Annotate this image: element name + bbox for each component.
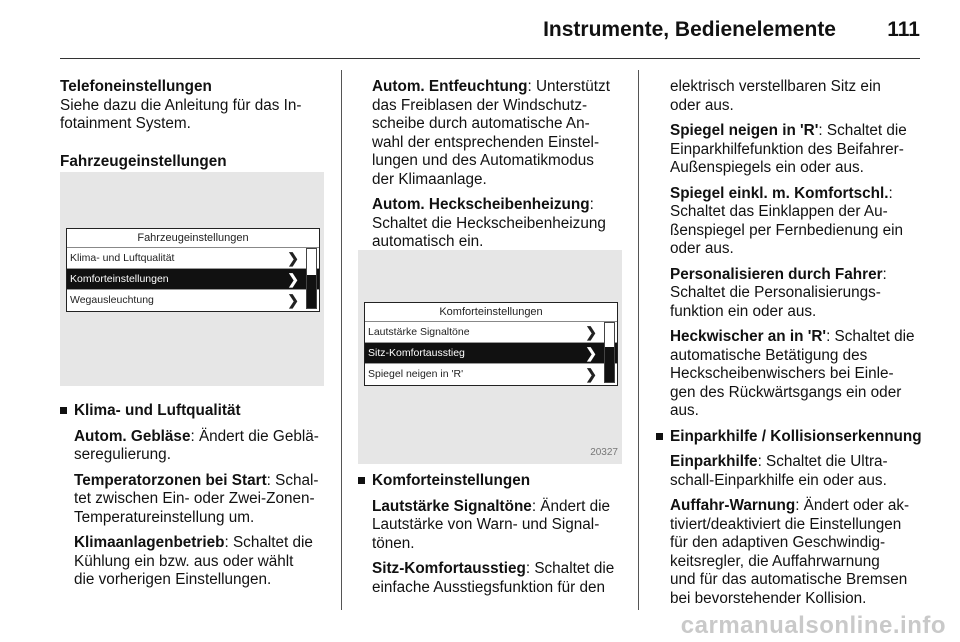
header-divider <box>60 58 920 59</box>
bullet-einparkhilfe <box>656 428 924 447</box>
item-text: aus. <box>670 402 699 419</box>
item-label: Personalisieren durch Fahrer <box>670 265 883 283</box>
item-text: : Schaltet die <box>525 560 615 577</box>
watermark: carmanualsonline.info <box>680 612 946 639</box>
item-text: elektrisch verstellbaren Sitz ein <box>670 78 881 95</box>
page-number: 111 <box>887 18 920 41</box>
item-autom-geblaese <box>74 428 332 465</box>
scrollbar-thumb <box>605 347 614 382</box>
item-text: und für das automatische Bremsen <box>670 571 908 588</box>
bullet-komfort <box>358 472 630 491</box>
menu-item-label: Komforteinstellungen <box>70 273 169 285</box>
menu-panel <box>66 228 320 312</box>
item-lautstaerke <box>372 498 630 554</box>
menu-item-label: Spiegel neigen in 'R' <box>368 368 464 380</box>
item-text: das Freiblasen der Windschutz- <box>372 96 588 114</box>
column-divider-2 <box>638 70 639 610</box>
bullet-label: Klima- und Luftqualität <box>74 402 241 419</box>
item-text: Einparkhilfefunktion des Beifahrer- <box>670 140 904 158</box>
item-label: Lautstärke Signaltöne <box>372 497 532 515</box>
bullet-square-icon <box>358 477 365 484</box>
menu-item-lautstaerke <box>365 322 617 343</box>
item-text: : Ändert oder ak- <box>795 497 910 514</box>
item-text: funktion ein oder aus. <box>670 302 817 320</box>
menu-item-wegausleuchtung <box>67 290 319 310</box>
item-label: Spiegel einkl. m. Komfortschl. <box>670 184 889 202</box>
screen-komforteinstellungen <box>358 250 622 464</box>
item-spiegel-neigen <box>670 122 924 178</box>
item-text: bei bevorstehender Kollision. <box>670 589 867 607</box>
fahrzeug-heading: Fahrzeugeinstellungen <box>60 152 227 170</box>
column-divider-1 <box>341 70 342 610</box>
item-text: : Schaltet die <box>224 534 313 551</box>
item-label: Sitz-Komfortausstieg <box>372 560 526 577</box>
telefon-heading: Telefoneinstellungen <box>60 78 212 95</box>
chevron-right-icon: ❯ <box>287 292 299 308</box>
komfort-items-cont <box>656 78 924 421</box>
menu-item-komfort <box>67 269 319 290</box>
item-sitz-komfortausstieg <box>372 560 630 597</box>
item-text: Schaltet die Heckscheibenheizung <box>372 214 606 232</box>
menu-item-spiegel-neigen <box>365 364 617 384</box>
menu-item-label: Lautstärke Signaltöne <box>368 326 470 338</box>
menu-item-klima <box>67 248 319 269</box>
item-text: tönen. <box>372 534 415 552</box>
item-text: oder aus. <box>670 240 734 257</box>
komfort-items <box>358 498 630 598</box>
item-text: : Schaltet die <box>818 122 907 139</box>
item-text: Schaltet das Einklappen der Au- <box>670 203 888 220</box>
item-label: Klimaanlagenbetrieb <box>74 534 225 551</box>
menu-item-label: Klima- und Luftqualität <box>70 252 175 264</box>
screen-fahrzeugeinstellungen <box>60 172 324 386</box>
item-text: gen des Rückwärtsgangs ein oder <box>670 383 902 401</box>
menu-title: Komforteinstellungen <box>365 303 617 322</box>
bullet-square-icon <box>60 407 67 414</box>
item-text: Lautstärke von Warn- und Signal- <box>372 516 600 533</box>
item-label: Auffahr-Warnung <box>670 497 796 514</box>
column-2 <box>358 78 630 259</box>
item-label: Autom. Entfeuchtung <box>372 78 528 95</box>
item-text: : Schaltet die Ultra- <box>757 453 888 470</box>
item-text: Kühlung ein bzw. aus oder wählt <box>74 552 294 570</box>
item-text: : <box>589 196 594 213</box>
park-items <box>656 453 924 608</box>
chevron-right-icon: ❯ <box>585 324 597 340</box>
klima-items <box>60 428 332 590</box>
bullet-label: Komforteinstellungen <box>372 472 531 489</box>
item-text: : Ändert die <box>531 497 611 515</box>
telefon-line-1: Siehe dazu die Anleitung für das In- <box>60 96 302 114</box>
scrollbar <box>306 248 317 309</box>
item-heckwischer <box>670 328 924 421</box>
item-label: Einparkhilfe <box>670 453 758 470</box>
menu-item-label: Sitz-Komfortausstieg <box>368 347 465 359</box>
item-text: Heckscheibenwischers bei Einle- <box>670 365 894 382</box>
menu-panel <box>364 302 618 386</box>
page-header <box>0 18 960 48</box>
item-text: : Schaltet die <box>826 328 915 345</box>
item-label: Temperatorzonen bei Start <box>74 471 267 489</box>
item-label: Autom. Gebläse <box>74 427 191 445</box>
item-label: Autom. Heckscheibenheizung <box>372 196 590 213</box>
item-text: seregulierung. <box>74 446 171 463</box>
item-personalisieren <box>670 266 924 322</box>
menu-title: Fahrzeugeinstellungen <box>67 229 319 248</box>
chevron-right-icon: ❯ <box>585 366 597 382</box>
item-label: Spiegel neigen in 'R' <box>670 122 819 139</box>
klima-items-cont <box>358 78 630 252</box>
item-text: oder aus. <box>670 96 734 114</box>
figure-code: 20327 <box>590 447 618 458</box>
item-text: einfache Ausstiegsfunktion für den <box>372 578 606 596</box>
item-text: tet zwischen Ein- oder Zwei-Zonen- <box>74 490 315 507</box>
scrollbar-thumb <box>307 275 316 308</box>
menu-item-sitz-komfortausstieg <box>365 343 617 364</box>
item-text: schall-Einparkhilfe ein oder aus. <box>670 471 887 489</box>
item-text: : Ändert die Geblä- <box>190 427 319 445</box>
item-klimaanlagenbetrieb <box>74 534 332 590</box>
scrollbar <box>604 322 615 383</box>
item-text: automatische Betätigung des <box>670 346 868 364</box>
item-autom-entfeuchtung <box>372 78 630 189</box>
item-text: wahl der entsprechenden Einstel- <box>372 133 600 151</box>
item-text: : <box>888 184 893 202</box>
item-text: : <box>882 265 887 283</box>
item-text: tiviert/deaktiviert die Einstellungen <box>670 515 902 533</box>
item-text: : Unterstützt <box>527 78 610 95</box>
item-text: automatisch ein. <box>372 233 484 250</box>
item-text: : Schal- <box>266 471 319 489</box>
item-text: keitsregler, die Auffahrwarnung <box>670 552 880 570</box>
column-2-lower <box>358 472 630 604</box>
item-text: Schaltet die Personalisierungs- <box>670 284 881 301</box>
telefon-line-2: fotainment System. <box>60 115 191 132</box>
item-text: ßenspiegel per Fernbedienung ein <box>670 221 904 239</box>
item-text: scheibe durch automatische An- <box>372 115 590 132</box>
chevron-right-icon: ❯ <box>287 271 299 287</box>
item-einparkhilfe <box>670 453 924 490</box>
chevron-right-icon: ❯ <box>585 345 597 361</box>
bullet-label: Einparkhilfe / Kollisionserkennung <box>670 427 922 445</box>
bullet-square-icon <box>656 433 663 440</box>
item-text: die vorherigen Einstellungen. <box>74 571 272 588</box>
bullet-klima <box>60 402 332 421</box>
chevron-right-icon: ❯ <box>287 250 299 266</box>
column-1 <box>60 78 332 171</box>
item-text: Temperatureinstellung um. <box>74 508 255 526</box>
item-text: lungen und des Automatikmodus <box>372 152 594 169</box>
item-text: der Klimaanlage. <box>372 170 487 188</box>
item-autom-heckscheibenheizung <box>372 196 630 252</box>
item-auffahr-warnung <box>670 497 924 608</box>
item-temperaturzonen <box>74 472 332 528</box>
menu-item-label: Wegausleuchtung <box>70 294 154 306</box>
item-text: für den adaptiven Geschwindig- <box>670 534 886 551</box>
item-spiegel-einkl <box>670 185 924 259</box>
item-label: Heckwischer an in 'R' <box>670 328 827 345</box>
item-sitz-cont <box>670 78 924 115</box>
item-text: Außenspiegels ein oder aus. <box>670 159 864 176</box>
column-3 <box>656 78 924 615</box>
page-title: Instrumente, Bedienelemente <box>543 18 836 41</box>
column-1-lower <box>60 402 332 597</box>
